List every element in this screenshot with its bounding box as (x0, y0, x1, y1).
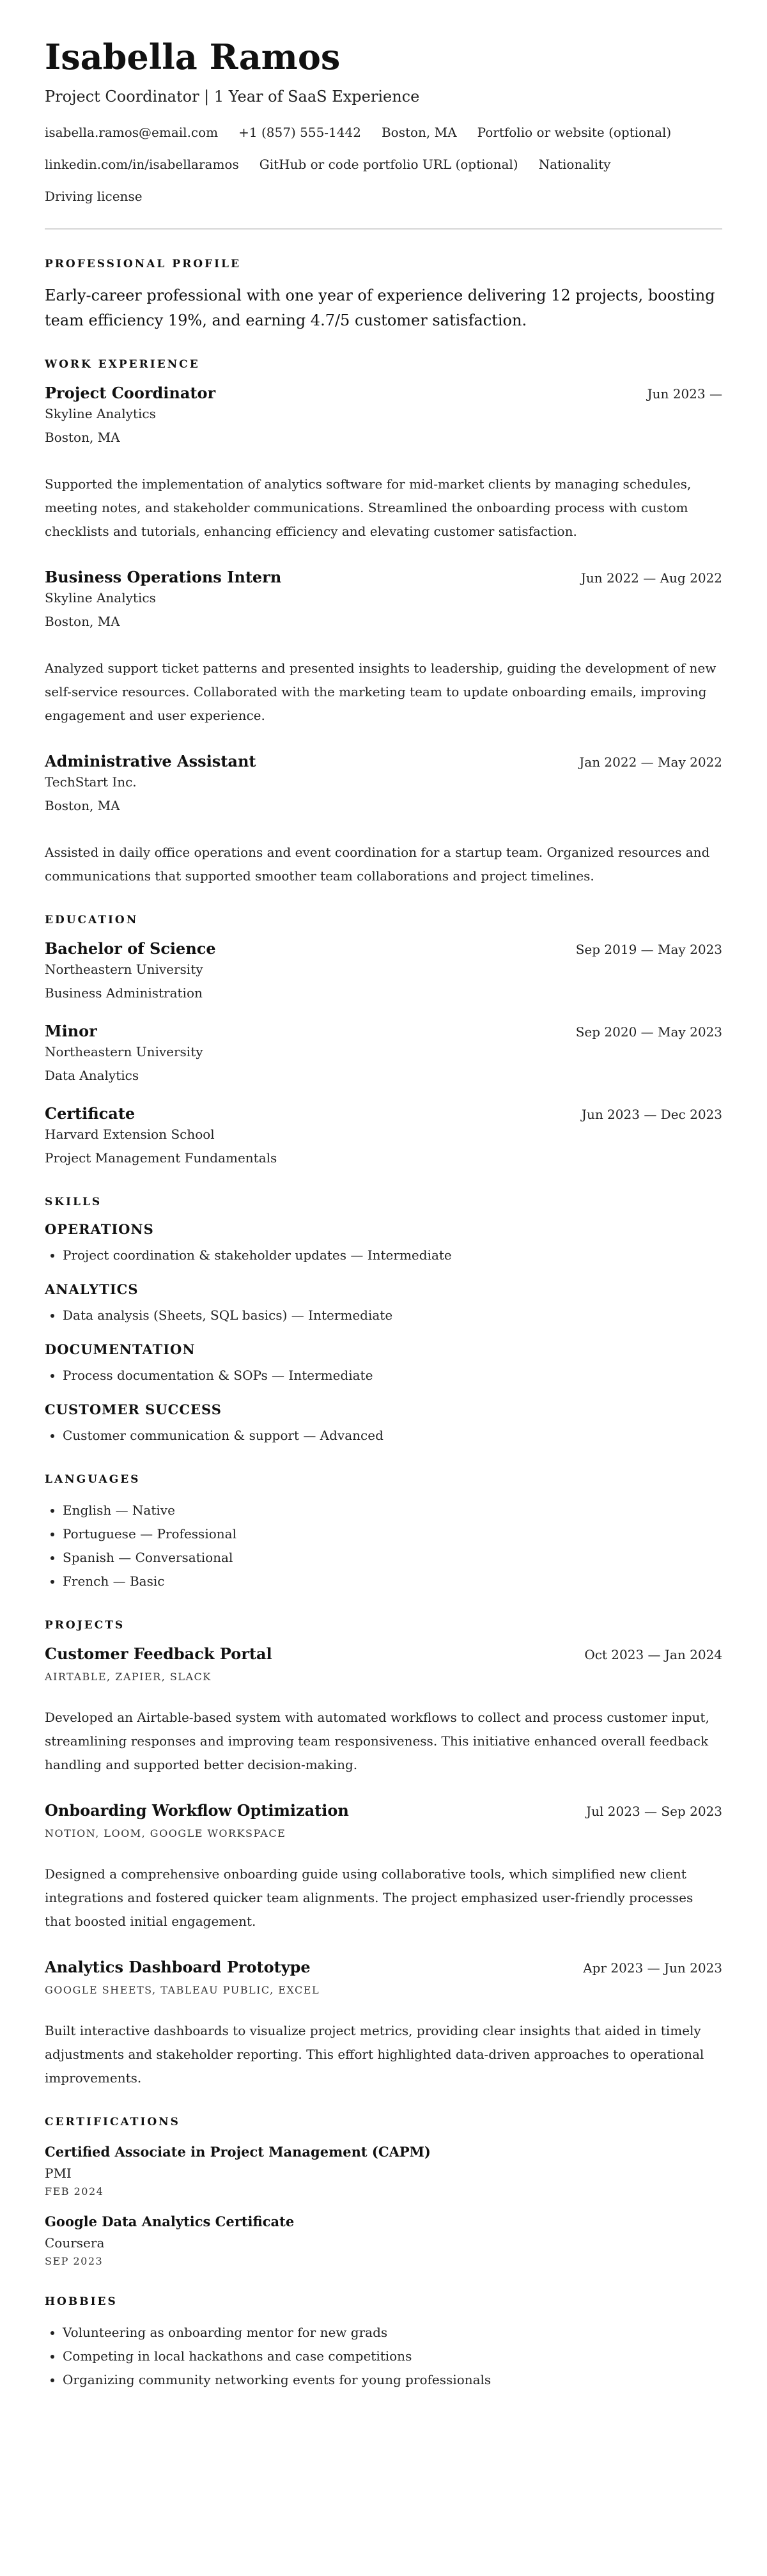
hobby-item: • Organizing community networking events for young professionals (63, 2368, 722, 2392)
job-company: TechStart Inc. (45, 774, 137, 790)
school-name: Harvard Extension School (45, 1127, 215, 1143)
job-title: Business Operations Intern (45, 568, 282, 587)
contact-phone[interactable]: +1 (857) 555-1442 (238, 125, 361, 141)
certification-issuer: Coursera (45, 2235, 105, 2251)
projects-section (45, 1619, 722, 2090)
experience-entry (45, 752, 722, 888)
degree-date: Sep 2020 — May 2023 (575, 1024, 722, 1040)
degree-date: Sep 2019 — May 2023 (575, 942, 722, 958)
experience-heading: WORK EXPERIENCE (45, 358, 200, 371)
skill-list (45, 1244, 722, 1267)
skill-list (45, 1304, 722, 1327)
degree-field: Data Analytics (45, 1068, 139, 1084)
language-item: • French — Basic (63, 1570, 722, 1593)
job-title: Administrative Assistant (45, 752, 256, 771)
job-location: Boston, MA (45, 614, 120, 630)
contact-github[interactable]: GitHub or code portfolio URL (optional) (259, 157, 518, 173)
job-title: Project Coordinator (45, 384, 216, 403)
project-name: Analytics Dashboard Prototype (45, 1958, 311, 1977)
project-entry (45, 1801, 722, 1933)
project-entry (45, 1958, 722, 2090)
experience-section (45, 358, 722, 888)
job-description: Assisted in daily office operations and event coordination for a startup team. Organized resources and communications that supported smoother team collaborations and project timelines. (45, 845, 710, 884)
education-entry (45, 1022, 722, 1088)
school-name: Northeastern University (45, 962, 203, 978)
education-heading: EDUCATION (45, 914, 139, 927)
certification-name: Google Data Analytics Certificate (45, 2213, 295, 2230)
certifications-heading: CERTIFICATIONS (45, 2116, 180, 2129)
skill-category: ANALYTICS (45, 1281, 139, 1298)
degree-date: Jun 2023 — Dec 2023 (581, 1107, 722, 1123)
contact-location: Boston, MA (381, 125, 457, 141)
education-entry (45, 939, 722, 1005)
skill-category: CUSTOMER SUCCESS (45, 1401, 222, 1418)
language-item: • Portuguese — Professional (63, 1522, 722, 1546)
education-entry (45, 1104, 722, 1170)
projects-heading: PROJECTS (45, 1619, 125, 1632)
contact-linkedin[interactable]: linkedin.com/in/isabellaramos (45, 157, 239, 173)
project-description: Developed an Airtable-based system with automated workflows to collect and process customer input, streamlining responses and improving team responsiveness. This initiative enhanced overall feedback handling and supported better decision-making. (45, 1710, 709, 1773)
degree-field: Project Management Fundamentals (45, 1150, 277, 1166)
project-tags: AIRTABLE, ZAPIER, SLACK (45, 1671, 212, 1683)
job-description: Supported the implementation of analytics software for mid-market clients by managing schedules, meeting notes, and stakeholder communications. Streamlined the onboarding process with custom checklists and tutorials, enhancing efficiency and elevating customer satisfaction. (45, 476, 692, 540)
contact-list (45, 125, 722, 204)
skill-category: DOCUMENTATION (45, 1341, 196, 1358)
language-list (45, 1499, 722, 1593)
hobbies-section (45, 2295, 722, 2392)
hobby-item: • Competing in local hackathons and case competitions (63, 2345, 722, 2368)
experience-entry (45, 384, 722, 543)
hobbies-heading: HOBBIES (45, 2295, 118, 2308)
certification-entry (45, 2211, 722, 2269)
job-date: Jan 2022 — May 2022 (579, 754, 722, 770)
skills-section (45, 1196, 722, 1448)
job-date: Jun 2023 — (647, 386, 722, 402)
contact-nationality: Nationality (538, 157, 611, 173)
project-description: Designed a comprehensive onboarding guide using collaborative tools, which simplified new client integrations and fostered quicker team alignments. The project emphasized user-friendly processes that boosted initial engagement. (45, 1866, 693, 1930)
project-description: Built interactive dashboards to visualize project metrics, providing clear insights that aided in timely adjustments and stakeholder reporting. This effort highlighted data-driven approaches to operational improvements. (45, 2023, 704, 2086)
certifications-section (45, 2116, 722, 2269)
languages-heading: LANGUAGES (45, 1473, 141, 1487)
candidate-name: Isabella Ramos (45, 36, 341, 77)
certification-date: FEB 2024 (45, 2185, 104, 2197)
skills-heading: SKILLS (45, 1196, 102, 1209)
skill-category: OPERATIONS (45, 1221, 154, 1238)
education-section (45, 914, 722, 1170)
project-tags: GOOGLE SHEETS, TABLEAU PUBLIC, EXCEL (45, 1984, 320, 1997)
skill-list (45, 1424, 722, 1448)
project-date: Apr 2023 — Jun 2023 (583, 1960, 722, 1976)
certification-issuer: PMI (45, 2165, 72, 2181)
experience-entry (45, 568, 722, 728)
degree-title: Minor (45, 1022, 97, 1041)
project-tags: NOTION, LOOM, GOOGLE WORKSPACE (45, 1827, 286, 1840)
language-item: • English — Native (63, 1499, 722, 1522)
hobby-item: • Volunteering as onboarding mentor for new grads (63, 2321, 722, 2345)
job-location: Boston, MA (45, 430, 120, 446)
profile-text: Early-career professional with one year of experience delivering 12 projects, boosting team efficiency 19%, and earning 4.7/5 customer satisfaction. (45, 286, 715, 329)
job-location: Boston, MA (45, 798, 120, 814)
school-name: Northeastern University (45, 1044, 203, 1060)
skill-item: • Customer communication & support — Advanced (63, 1424, 722, 1448)
job-company: Skyline Analytics (45, 590, 156, 606)
job-description: Analyzed support ticket patterns and presented insights to leadership, guiding the development of new self-service resources. Collaborated with the marketing team to update onboarding emails, improving engagement and user experience. (45, 660, 717, 724)
hobby-list (45, 2321, 722, 2392)
skill-item: • Data analysis (Sheets, SQL basics) — Intermediate (63, 1304, 722, 1327)
skill-item: • Project coordination & stakeholder updates — Intermediate (63, 1244, 722, 1267)
project-date: Jul 2023 — Sep 2023 (586, 1804, 722, 1820)
header-divider (45, 228, 722, 230)
certification-date: SEP 2023 (45, 2254, 104, 2267)
skill-list (45, 1364, 722, 1387)
languages-section (45, 1473, 722, 1593)
candidate-subtitle: Project Coordinator | 1 Year of SaaS Experience (45, 88, 420, 106)
project-name: Customer Feedback Portal (45, 1644, 272, 1664)
profile-section (45, 258, 722, 332)
job-date: Jun 2022 — Aug 2022 (580, 570, 722, 586)
contact-driving-license: Driving license (45, 189, 143, 205)
certification-entry (45, 2141, 722, 2199)
project-date: Oct 2023 — Jan 2024 (584, 1647, 722, 1663)
project-name: Onboarding Workflow Optimization (45, 1801, 349, 1820)
language-item: • Spanish — Conversational (63, 1546, 722, 1570)
degree-title: Certificate (45, 1104, 136, 1123)
project-entry (45, 1644, 722, 1777)
contact-portfolio[interactable]: Portfolio or website (optional) (477, 125, 672, 141)
skill-item: • Process documentation & SOPs — Intermediate (63, 1364, 722, 1387)
certification-name: Certified Associate in Project Management (CAPM) (45, 2144, 431, 2160)
degree-field: Business Administration (45, 985, 203, 1001)
job-company: Skyline Analytics (45, 406, 156, 422)
profile-heading: PROFESSIONAL PROFILE (45, 258, 241, 271)
resume-header (45, 38, 722, 204)
contact-email[interactable]: isabella.ramos@email.com (45, 125, 219, 141)
degree-title: Bachelor of Science (45, 939, 216, 958)
